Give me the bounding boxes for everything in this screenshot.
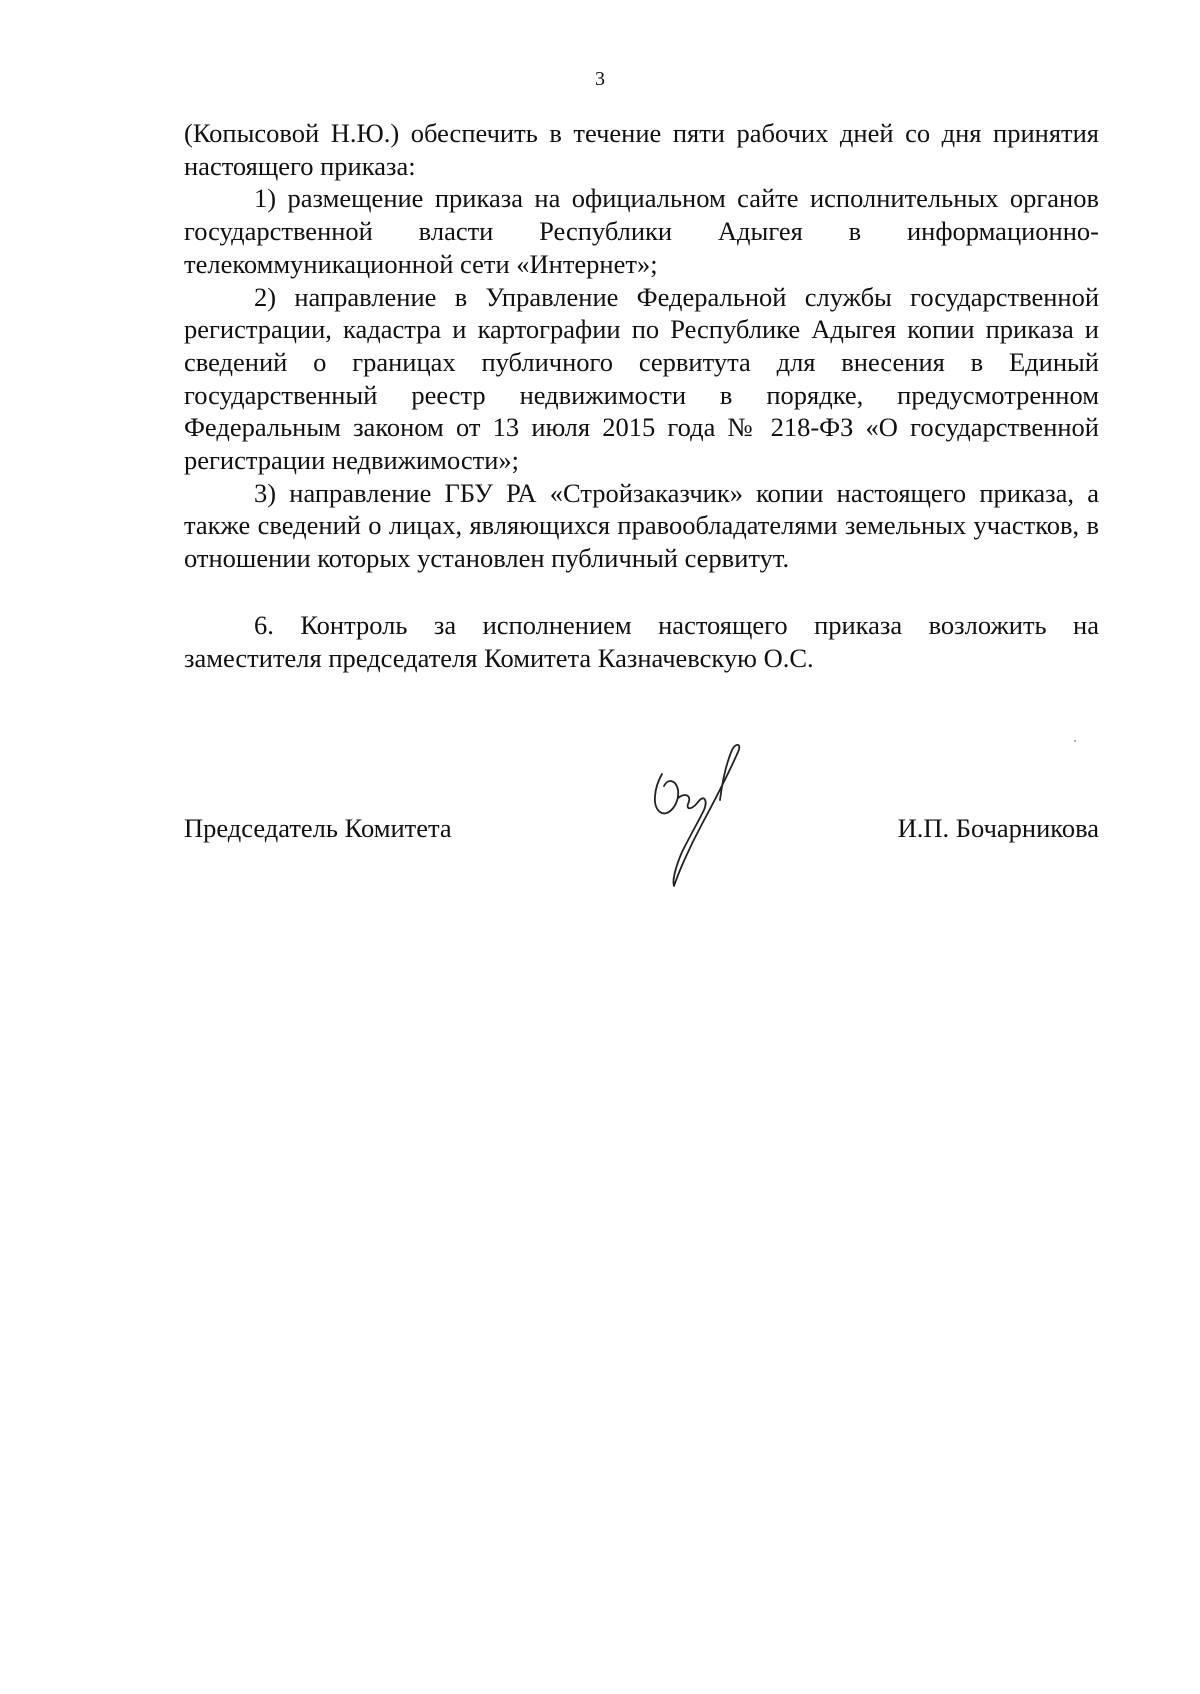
paragraph-item-2: 2) направление в Управление Федеральной службы государственной регистрации, кадастра и картографии по Республике Адыгея копии приказа и сведений о границах публичного сервитута для внесения в Единый государственный реестр недвижимости в порядке, предусмотренном Федеральным законом от 13 июля 2015 года № 218-ФЗ «О государственной регистрации недвижимости»; <box>184 281 1099 476</box>
paragraph-control-clause: 6. Контроль за исполнением настоящего приказа возложить на заместителя председателя Комитета Казначевскую О.С. <box>184 609 1099 673</box>
paragraph-item-3: 3) направление ГБУ РА «Стройзаказчик» копии настоящего приказа, а также сведений о лицах, являющихся правообладателями земельных участков, в отношении которых установлен публичный сервитут. <box>184 477 1099 574</box>
page-number: 3 <box>595 68 605 90</box>
document-body <box>184 117 1099 674</box>
signatory-role: Председатель Комитета <box>184 813 452 843</box>
paragraph-item-1: 1) размещение приказа на официальном сайте исполнительных органов государственной власти Республики Адыгея в информационно-телекоммуникационной сети «Интернет»; <box>184 183 1099 279</box>
signatory-name: И.П. Бочарникова <box>897 813 1099 843</box>
handwritten-signature-icon <box>642 740 772 890</box>
scan-speck <box>1074 740 1076 742</box>
paragraph-intro: (Копысовой Н.Ю.) обеспечить в течение пяти рабочих дней со дня принятия настоящего приказа: <box>184 118 1099 181</box>
